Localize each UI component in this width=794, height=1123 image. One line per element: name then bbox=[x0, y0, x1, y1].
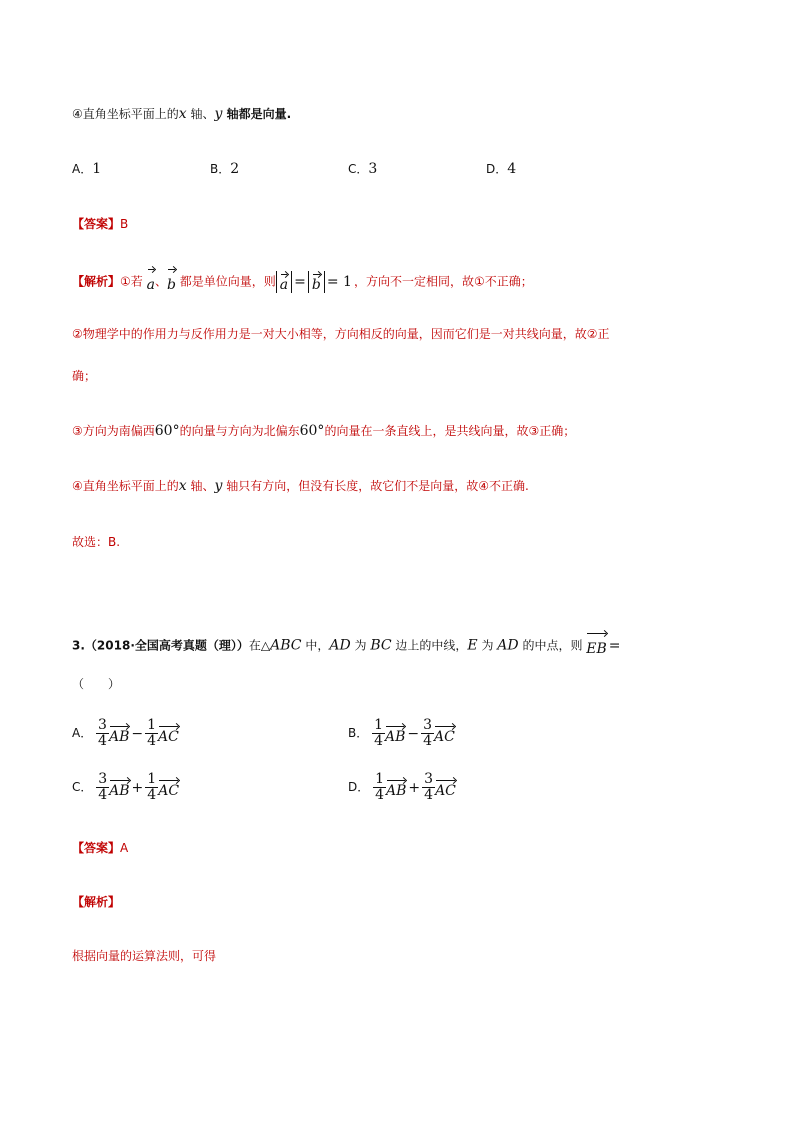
text-fragment: 边上的中线， bbox=[391, 638, 468, 653]
text-fragment: + bbox=[408, 779, 421, 796]
text-fragment: ④直角坐标平面上的 bbox=[72, 107, 179, 121]
text-fragment: AC bbox=[435, 777, 456, 799]
q3-option-b bbox=[348, 718, 455, 749]
text-fragment: ABC bbox=[270, 637, 302, 654]
text-fragment: A bbox=[120, 841, 129, 855]
analysis-1-p4 bbox=[72, 476, 529, 496]
text-fragment: A． bbox=[72, 726, 93, 740]
text-fragment: 的向量与方向为北偏东 bbox=[179, 424, 300, 438]
text-fragment: 60° bbox=[299, 423, 325, 439]
text-fragment: 的向量在一条直线上，是共线向量，故③正确； bbox=[324, 424, 576, 438]
text-fragment: AB bbox=[386, 777, 406, 799]
text-fragment: 【答案】 bbox=[72, 841, 121, 855]
analysis-1-p1: 【解析】①若 a、b 都是单位向量，则 a = b = 1 ，方向不一定相同，故①不正确； bbox=[72, 266, 533, 298]
text-fragment: 4 bbox=[507, 161, 517, 177]
text-fragment: 4 bbox=[147, 733, 157, 749]
q3-option-c bbox=[72, 772, 179, 803]
text-fragment: + bbox=[131, 779, 144, 796]
question-3-blank: （ ） bbox=[72, 677, 121, 691]
text-fragment: B． bbox=[348, 726, 369, 740]
text-fragment: AB bbox=[385, 723, 405, 745]
text-fragment: 轴只有方向，但没有长度，故它们不是向量，故④不正确. bbox=[222, 479, 529, 493]
text-fragment: 1 bbox=[375, 771, 384, 787]
text-fragment: y bbox=[214, 106, 223, 122]
vector-b: b bbox=[167, 266, 176, 298]
text-fragment: AC bbox=[158, 723, 179, 745]
text-fragment: D． bbox=[486, 162, 508, 176]
text-fragment: AC bbox=[434, 723, 455, 745]
vector-a: a bbox=[147, 266, 155, 298]
text-fragment: 【解析】 bbox=[72, 274, 121, 289]
analysis-1-conclusion: 故选：B. bbox=[72, 535, 121, 549]
text-fragment: 1 bbox=[147, 771, 157, 787]
text-fragment: 轴、 bbox=[186, 479, 215, 493]
text-fragment: B． bbox=[210, 162, 231, 176]
vector-eb: EB bbox=[586, 630, 607, 662]
analysis-1-p3 bbox=[72, 421, 575, 441]
text-fragment: AB bbox=[109, 723, 129, 745]
text-fragment: a bbox=[280, 271, 288, 293]
text-fragment: BC bbox=[370, 637, 392, 654]
text-fragment: 1 bbox=[92, 161, 102, 177]
text-fragment: AD bbox=[329, 637, 351, 654]
text-fragment: 1 bbox=[374, 717, 383, 733]
text-fragment: 4 bbox=[98, 733, 107, 749]
question-3 bbox=[72, 630, 623, 662]
text-fragment: E bbox=[467, 637, 478, 654]
text-fragment: 、 bbox=[154, 274, 167, 289]
text-fragment: 2 bbox=[230, 161, 240, 177]
analysis-3-label bbox=[72, 892, 120, 912]
text-fragment: 3 bbox=[98, 771, 108, 787]
text-fragment: A． bbox=[72, 162, 93, 176]
analysis-1-p2: ②物理学中的作用力与反作用力是一对大小相等，方向相反的向量，因而它们是一对共线向量，故②正 bbox=[72, 327, 610, 341]
text-fragment: = bbox=[608, 638, 621, 654]
text-fragment: 3 bbox=[423, 717, 433, 733]
text-fragment: AC bbox=[158, 777, 179, 799]
q3-option-d bbox=[348, 772, 456, 803]
analysis-1-p2-cont: 确； bbox=[72, 369, 97, 383]
text-fragment: 4 bbox=[424, 787, 434, 803]
text-fragment: 【解析】 bbox=[72, 895, 121, 909]
text-fragment: 3 bbox=[368, 161, 378, 177]
analysis-3-p1: 根据向量的运算法则，可得 bbox=[72, 949, 217, 963]
text-fragment: 4 bbox=[375, 787, 384, 803]
text-fragment: − bbox=[131, 725, 144, 742]
text-fragment: 4 bbox=[374, 733, 383, 749]
text-fragment: 中， bbox=[301, 638, 330, 653]
text-fragment: ，方向不一定相同，故①不正确； bbox=[353, 274, 533, 289]
text-fragment: ③方向为南偏西 bbox=[72, 424, 155, 438]
text-fragment: 【答案】 bbox=[72, 217, 121, 231]
text-fragment: 4 bbox=[423, 733, 433, 749]
answer-1 bbox=[72, 214, 128, 234]
text-fragment: ④直角坐标平面上的 bbox=[72, 479, 179, 493]
statement-4 bbox=[72, 104, 291, 124]
text-fragment: ①若 bbox=[120, 274, 143, 289]
text-fragment: = 1 bbox=[326, 274, 352, 290]
text-fragment: （2018·全国高考真题（理）） bbox=[84, 638, 249, 653]
text-fragment: 轴、 bbox=[186, 107, 215, 121]
text-fragment: C． bbox=[72, 780, 93, 794]
answer-3 bbox=[72, 838, 128, 858]
text-fragment: B bbox=[120, 217, 129, 231]
text-fragment: x bbox=[178, 478, 187, 494]
text-fragment: 在△ bbox=[248, 638, 271, 653]
q3-option-a bbox=[72, 718, 179, 749]
text-fragment: b bbox=[312, 271, 321, 293]
text-fragment: 60° bbox=[154, 423, 180, 439]
text-fragment: 3. bbox=[72, 638, 85, 653]
text-fragment: 轴都是向量. bbox=[222, 107, 292, 121]
text-fragment: 1 bbox=[147, 717, 157, 733]
text-fragment: 4 bbox=[98, 787, 108, 803]
text-fragment: D． bbox=[348, 780, 370, 794]
option-a bbox=[72, 160, 101, 177]
text-fragment: − bbox=[407, 725, 420, 742]
option-b bbox=[210, 160, 239, 177]
text-fragment: AD bbox=[497, 637, 519, 654]
text-fragment: 3 bbox=[424, 771, 434, 787]
text-fragment: 3 bbox=[98, 717, 107, 733]
text-fragment: C． bbox=[348, 162, 369, 176]
option-d bbox=[486, 160, 516, 177]
text-fragment: 4 bbox=[147, 787, 157, 803]
option-c bbox=[348, 160, 377, 177]
text-fragment: x bbox=[178, 106, 187, 122]
text-fragment: AB bbox=[109, 777, 129, 799]
text-fragment: y bbox=[214, 478, 223, 494]
text-fragment: 的中点，则 bbox=[518, 638, 587, 653]
text-fragment: 为 bbox=[477, 638, 498, 653]
text-fragment: 都是单位向量，则 bbox=[179, 274, 276, 289]
text-fragment: 为 bbox=[350, 638, 371, 653]
